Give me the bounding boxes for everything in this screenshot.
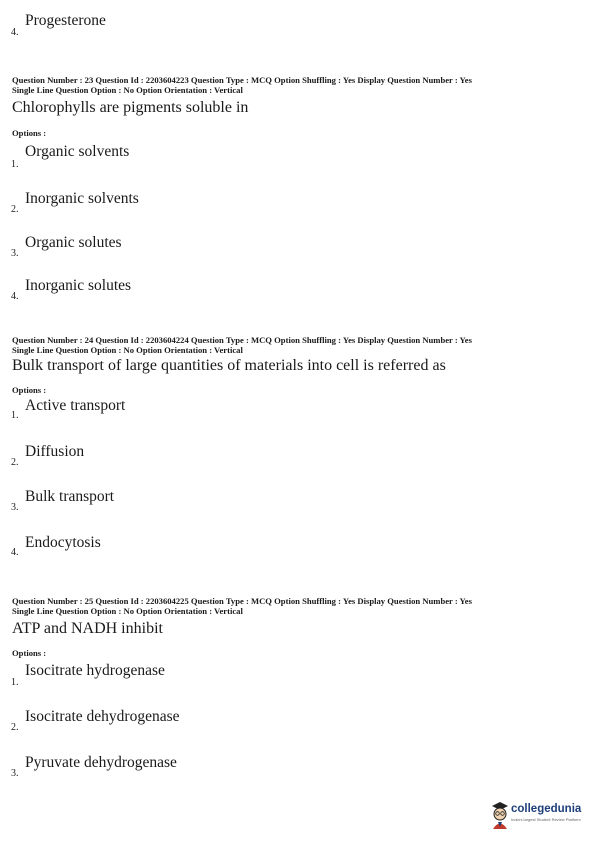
option-number: 4. [11,291,19,302]
option-text: Organic solutes [25,234,122,251]
option-text: Inorganic solutes [25,277,132,294]
question-meta [12,75,582,95]
option-number: 1. [11,677,19,688]
option-number: 1. [11,410,19,421]
option-number: 4. [11,27,19,38]
question-meta-line1: Question Number : 23 Question Id : 2203604223 Question Type : MCQ Option Shuffling : Yes Display Question Number : Yes [12,75,472,85]
option-number: 2. [11,204,19,215]
option-text: Pyruvate dehydrogenase [25,754,177,771]
student-mascot-icon [489,800,511,830]
option-text: Inorganic solvents [25,190,139,207]
options-label: Options : [12,648,47,658]
option-text: Isocitrate hydrogenase [25,662,165,679]
question-meta-line2: Single Line Question Option : No Option Orientation : Vertical [12,606,243,616]
question-text: ATP and NADH inhibit [12,620,163,637]
option-number: 4. [11,547,19,558]
options-label: Options : [12,385,47,395]
option-text: Active transport [25,397,126,414]
logo-wordmark: collegedunia [511,803,582,815]
question-meta-line2: Single Line Question Option : No Option Orientation : Vertical [12,85,243,95]
option-number: 3. [11,502,19,513]
options-label: Options : [12,128,47,138]
option-text: Endocytosis [25,534,101,551]
question-text: Bulk transport of large quantities of materials into cell is referred as [12,357,446,374]
option-number: 3. [11,248,19,259]
option-text: Organic solvents [25,143,130,160]
question-meta-line1: Question Number : 25 Question Id : 2203604225 Question Type : MCQ Option Shuffling : Yes Display Question Number : Yes [12,596,472,606]
option-number: 1. [11,159,19,170]
option-number: 3. [11,768,19,779]
question-meta-line1: Question Number : 24 Question Id : 2203604224 Question Type : MCQ Option Shuffling : Yes Display Question Number : Yes [12,335,472,345]
question-meta [12,335,582,355]
option-number: 2. [11,457,19,468]
question-text: Chlorophylls are pigments soluble in [12,99,249,116]
question-meta [12,596,582,616]
option-text: Progesterone [25,12,106,29]
option-text: Bulk transport [25,488,115,505]
option-number: 2. [11,722,19,733]
collegedunia-logo [489,800,589,830]
option-text: Diffusion [25,443,85,460]
question-meta-line2: Single Line Question Option : No Option Orientation : Vertical [12,345,243,355]
logo-tagline: India's largest Student Review Platform [511,817,581,822]
option-text: Isocitrate dehydrogenase [25,708,180,725]
